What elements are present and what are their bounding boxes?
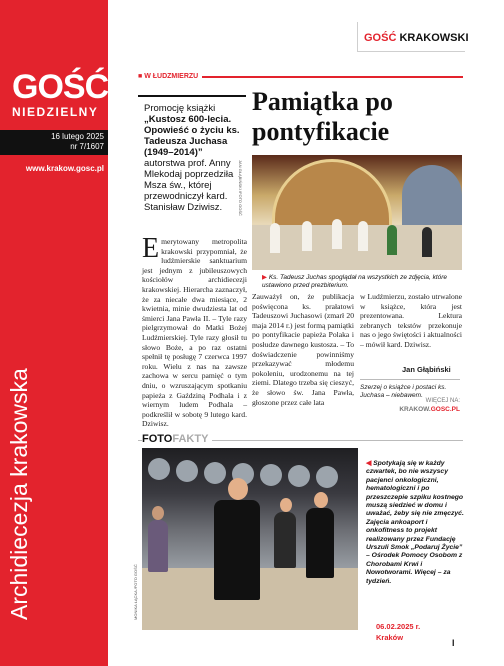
- more-site-link[interactable]: [360, 406, 460, 413]
- lead-rule: [138, 95, 246, 97]
- photo-ball: [148, 458, 170, 480]
- header-brand-black: KRAKOWSKI: [399, 32, 469, 44]
- photo-figures: [262, 217, 452, 257]
- article-column-3: w Ludźmierzu, zostało utrwalone w książce, która jest prezentowana. Lektura zebranych tekstów przekonuje nas o jego świętości i aktualności – mówił kard. Dziwisz.: [360, 292, 462, 349]
- caption-text: Ks. Tadeusz Juchas spoglądał na wszystkich ze zdjęcia, które ustawiono przed prezbiterium.: [262, 274, 448, 289]
- lead-text-1: Promocję książki: [144, 103, 216, 114]
- photo-figure: [270, 223, 280, 253]
- photo-figure: [302, 221, 312, 251]
- fotofakty-date: 06.02.2025 r.: [376, 622, 421, 631]
- fotofakty-body: Spotykają się w każdy czwartek, bo nie wszyscy pacjenci onkologiczni, hematologiczni i po przeszczepie szpiku kostnego muszą siedzieć w domu i uważać, żeby się nie zmęczyć. Zajęcia ankoaport i onkofitness to projekt realizowany przez Fundację Urszuli Smok „Podaruj Życie” – Ośrodek Pomocy Osobom z Chorobami Krwi i Nowotworami. Więcej – za tydzień.: [366, 460, 464, 585]
- photo-credit: JAN GŁĄBIŃSKI /FOTO GOŚĆ: [238, 160, 243, 216]
- photo-figure: [387, 225, 397, 255]
- fotofakty-label-a: FOTO: [142, 433, 173, 445]
- logo-main: GOŚĆ: [12, 68, 109, 106]
- photo-head: [152, 506, 164, 520]
- section-tag: ■ W ŁUDZMIERZU: [138, 73, 202, 80]
- issue-date-block: [0, 130, 108, 155]
- photo-ball: [260, 464, 282, 486]
- fotofakty-label-b: FAKTY: [172, 433, 209, 445]
- caption-marker-icon: ▶: [262, 274, 267, 281]
- logo-sub: NIEDZIELNY: [12, 105, 99, 119]
- fotofakty-text: [366, 460, 466, 586]
- logo: [12, 68, 109, 119]
- article-lead: [144, 103, 246, 213]
- photo-person: [214, 500, 260, 600]
- masthead-website: www.krakow.gosc.pl: [25, 164, 104, 173]
- header-brand: [364, 32, 469, 44]
- drop-cap: E: [142, 233, 160, 264]
- page-number: I: [452, 638, 455, 648]
- photo-head: [228, 478, 248, 500]
- issue-number: nr 7/1607: [70, 142, 104, 151]
- section-name: W ŁUDZMIERZU: [144, 73, 199, 80]
- photo-figure: [358, 221, 368, 251]
- article-column-1: [142, 233, 247, 429]
- article-title: Pamiątka po pontyfikacie: [252, 87, 393, 146]
- photo-ball: [204, 462, 226, 484]
- vertical-title: Archidiecezja krakowska: [6, 368, 32, 620]
- issue-date: 16 lutego 2025: [51, 132, 104, 141]
- column-1-text: merytowany metropolita krakowski przypomniał, że ludźmierskie sanktuarium jest jednym z jubileuszowych kościołów archidiecezji krakowskiej. Hierarcha zaznaczył, że za niecałe dwa miesiące, 2 kwietnia, minie dwudziesta lat od śmierci Jana Pawła II. – Tyle razy pielgrzymował do Matki Bożej Ludźmierskiej. Tyle razy głosił tu słowo Boże, a po raz ostatni spełnił tę posługę 7 czerwca 1997 roku. Wielu z nas na zawsze zachowa w sercu pamięć o tym dniu, o wzruszającym spotkaniu papieża z Gaździną Podhala i z wiernym ludem Podhala – podkreślił w sobotę 9 lutego kard. Dziwisz.: [142, 237, 247, 429]
- lead-text-2: autorstwa prof. Anny Mlekodaj poprzedziła Msza św., której przewodniczył kard. Stanisław Dziwisz.: [144, 158, 234, 213]
- photo-head: [280, 498, 292, 512]
- more-site-red: GOSC.PL: [430, 406, 460, 413]
- more-site-gray: KRAKOW.: [399, 406, 431, 413]
- header-brand-red: GOŚĆ: [364, 32, 397, 44]
- fotofakty-label: [142, 433, 212, 445]
- lead-book-title: „Kustosz 600-lecia. Opowieść o życiu ks. Tadeusza Juchasa (1949–2014)”: [144, 114, 240, 158]
- photo-window: [402, 165, 462, 225]
- fitness-photo-credit: MONIKA ŁĄCKA /FOTO GOŚĆ: [133, 564, 138, 620]
- church-photo: [252, 155, 462, 270]
- photo-person: [306, 508, 334, 578]
- article-author: Jan Głąbiński: [402, 365, 451, 374]
- photo-caption: [262, 274, 462, 290]
- photo-person: [274, 512, 296, 568]
- aside-note: Szerzej o książce i postaci ks. Juchasa – niebawem.: [360, 379, 460, 400]
- more-label: WIĘCEJ NA:: [425, 398, 460, 404]
- article-column-2: Zauważył on, że publikacja poświęcona ks. prałatowi Tadeuszowi Juchasowi (zmarł 20 maja 2014 r.) jest formą pamiątki po pontyfikacie papieża Polaka i posłudze dawnego kustosza. – To doświadczenie powinniśmy przekazywać młodemu pokoleniu, urodzonemu na tej ziemi. Dlatego trzeba się cieszyć, że słowo św. Jana Pawła, głoszone przez całe lata: [252, 292, 354, 407]
- fotofakty-marker-icon: ◀: [366, 460, 372, 467]
- photo-head: [314, 492, 328, 508]
- photo-ball: [316, 466, 338, 488]
- fitness-photo: [142, 448, 358, 630]
- photo-ball: [288, 465, 310, 487]
- photo-person: [148, 520, 168, 572]
- fotofakty-place: Kraków: [376, 633, 404, 642]
- photo-figure: [422, 227, 432, 257]
- photo-ball: [176, 460, 198, 482]
- photo-figure: [332, 219, 342, 249]
